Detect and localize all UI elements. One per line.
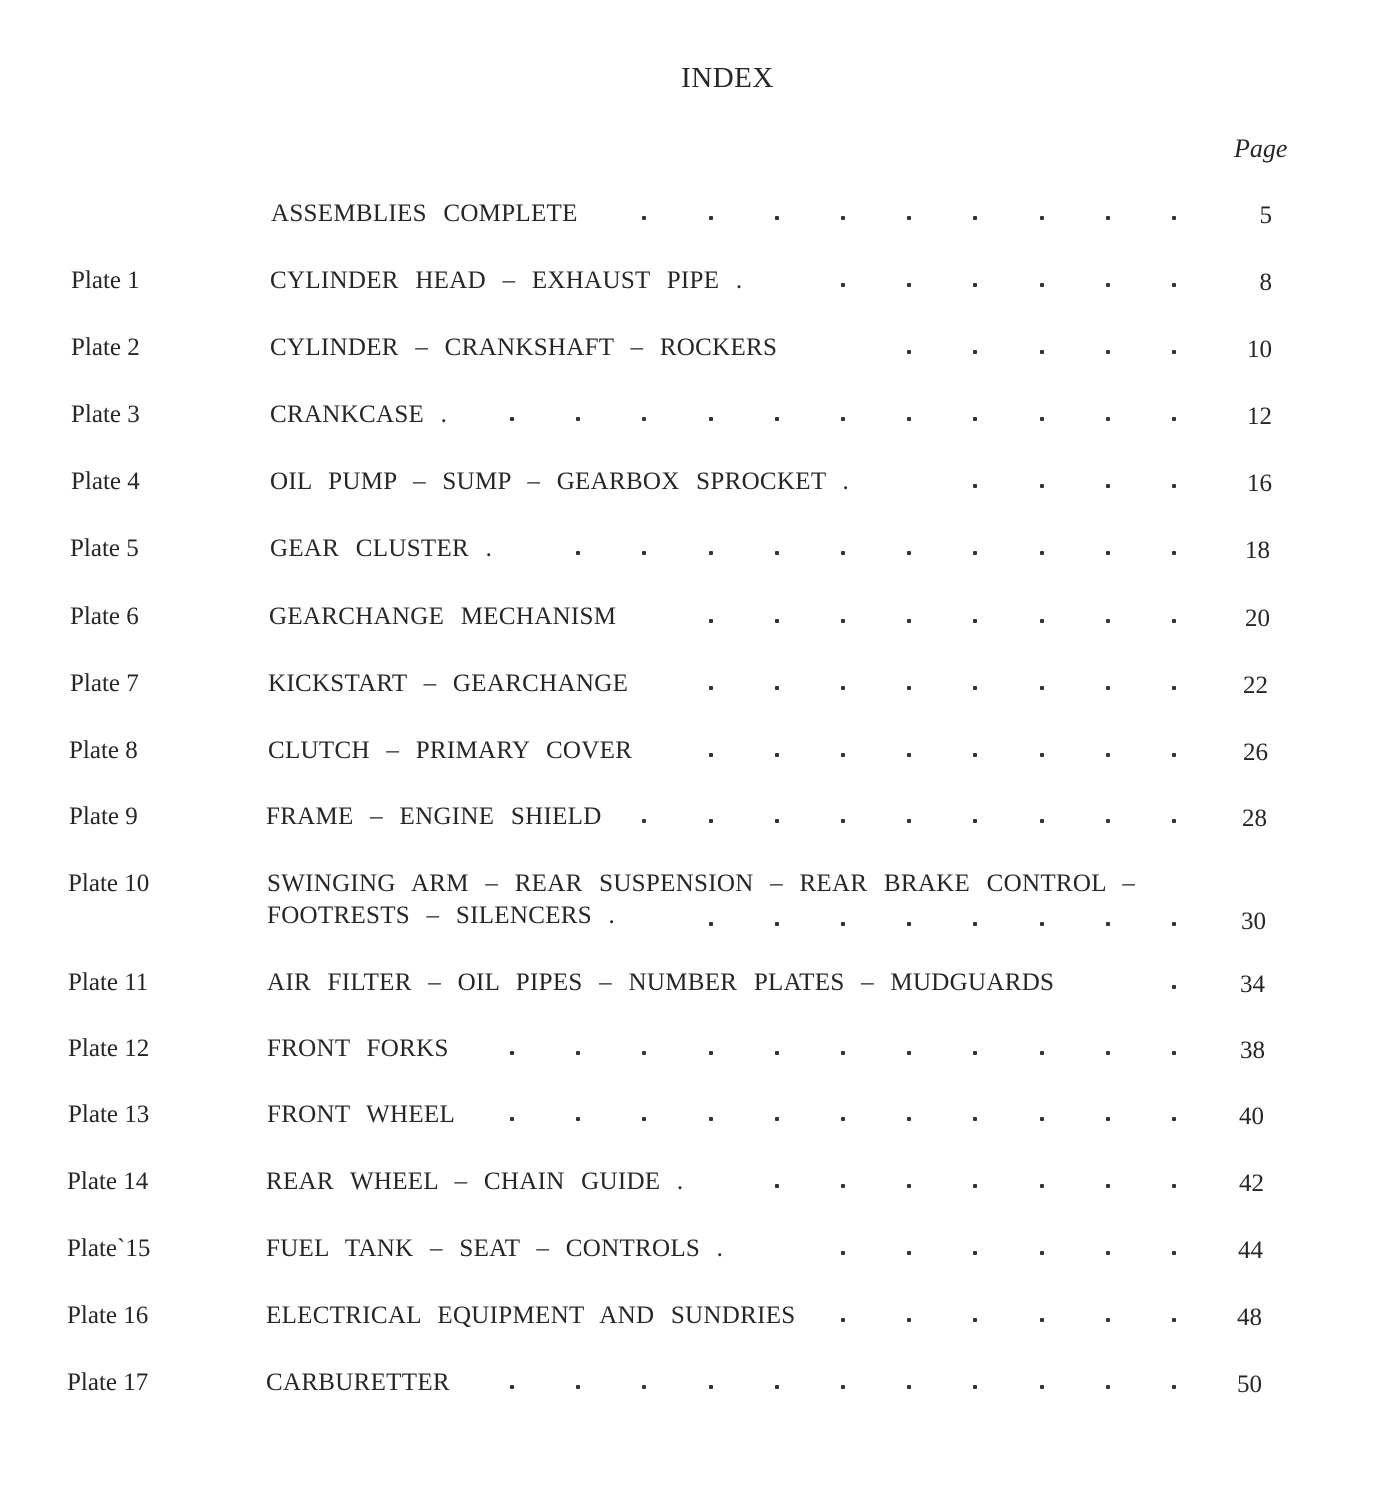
plate-label: Plate 12 xyxy=(68,1035,150,1062)
leader-dot xyxy=(775,1385,779,1389)
dot-leader xyxy=(0,922,1397,932)
index-entry[interactable] xyxy=(0,603,1397,643)
leader-dot xyxy=(1106,484,1110,488)
leader-dot xyxy=(1040,283,1044,287)
dot-leader xyxy=(0,1318,1397,1328)
leader-dot xyxy=(1172,551,1176,555)
leader-dot xyxy=(642,1117,646,1121)
index-entry[interactable] xyxy=(0,334,1397,374)
leader-dot xyxy=(642,1051,646,1055)
leader-dot xyxy=(510,1051,514,1055)
index-entry[interactable] xyxy=(0,267,1397,307)
dot-leader xyxy=(0,753,1397,763)
leader-dot xyxy=(709,686,713,690)
dot-leader xyxy=(0,1385,1397,1395)
dot-leader xyxy=(0,551,1397,561)
leader-dot xyxy=(709,1385,713,1389)
leader-dot xyxy=(576,1385,580,1389)
plate-label: Plate 7 xyxy=(70,670,139,697)
entry-title-continued: FOOTRESTS – SILENCERS . xyxy=(267,902,616,929)
leader-dot xyxy=(973,417,977,421)
leader-dot xyxy=(973,1184,977,1188)
entry-title: GEAR CLUSTER . xyxy=(270,535,493,562)
leader-dot xyxy=(973,819,977,823)
leader-dot xyxy=(1106,753,1110,757)
leader-dot xyxy=(709,922,713,926)
page-title: INDEX xyxy=(681,62,774,94)
leader-dot xyxy=(973,484,977,488)
plate-label: Plate 14 xyxy=(67,1168,149,1195)
leader-dot xyxy=(1106,350,1110,354)
leader-dot xyxy=(709,753,713,757)
leader-dot xyxy=(907,619,911,623)
leader-dot xyxy=(1106,1318,1110,1322)
plate-label: Plate 16 xyxy=(67,1302,149,1329)
leader-dot xyxy=(1040,922,1044,926)
leader-dot xyxy=(907,1318,911,1322)
leader-dot xyxy=(1040,1385,1044,1389)
leader-dot xyxy=(1172,350,1176,354)
dot-leader xyxy=(0,686,1397,696)
index-entry[interactable] xyxy=(0,737,1397,777)
leader-dot xyxy=(841,283,845,287)
leader-dot xyxy=(1040,819,1044,823)
dot-leader xyxy=(0,1117,1397,1127)
leader-dot xyxy=(907,216,911,220)
leader-dot xyxy=(709,1051,713,1055)
leader-dot xyxy=(973,753,977,757)
page-number: 22 xyxy=(1243,672,1268,699)
page-column-header: Page xyxy=(1234,134,1288,163)
page-number: 42 xyxy=(1239,1170,1264,1197)
leader-dot xyxy=(709,216,713,220)
leader-dot xyxy=(1172,922,1176,926)
dot-leader xyxy=(0,216,1397,226)
entry-title: AIR FILTER – OIL PIPES – NUMBER PLATES – MUDGUARDS xyxy=(267,969,1055,996)
leader-dot xyxy=(907,417,911,421)
plate-label: Plate 4 xyxy=(71,468,140,495)
leader-dot xyxy=(642,417,646,421)
leader-dot xyxy=(1172,753,1176,757)
entry-title: ELECTRICAL EQUIPMENT AND SUNDRIES xyxy=(266,1302,796,1329)
index-entry[interactable] xyxy=(0,1302,1397,1342)
page-number: 28 xyxy=(1242,805,1267,832)
index-entry[interactable] xyxy=(0,1168,1397,1208)
leader-dot xyxy=(775,216,779,220)
page-number: 38 xyxy=(1240,1037,1265,1064)
leader-dot xyxy=(510,417,514,421)
entry-title: FUEL TANK – SEAT – CONTROLS . xyxy=(266,1235,724,1262)
leader-dot xyxy=(907,1117,911,1121)
plate-label: Plate 6 xyxy=(70,603,139,630)
page-number: 8 xyxy=(1259,269,1272,296)
page-number: 10 xyxy=(1247,336,1272,363)
leader-dot xyxy=(841,1251,845,1255)
leader-dot xyxy=(973,1251,977,1255)
leader-dot xyxy=(709,551,713,555)
leader-dot xyxy=(775,1051,779,1055)
entry-title: OIL PUMP – SUMP – GEARBOX SPROCKET . xyxy=(270,468,850,495)
leader-dot xyxy=(1106,686,1110,690)
page-number: 30 xyxy=(1241,908,1266,935)
leader-dot xyxy=(907,283,911,287)
leader-dot xyxy=(576,1051,580,1055)
page-number: 40 xyxy=(1239,1103,1264,1130)
leader-dot xyxy=(973,619,977,623)
leader-dot xyxy=(841,753,845,757)
leader-dot xyxy=(1040,484,1044,488)
page-number: 16 xyxy=(1247,470,1272,497)
dot-leader xyxy=(0,484,1397,494)
leader-dot xyxy=(1172,619,1176,623)
index-entry[interactable] xyxy=(0,1369,1397,1409)
leader-dot xyxy=(1106,619,1110,623)
index-entry[interactable] xyxy=(0,1035,1397,1075)
leader-dot xyxy=(1040,1184,1044,1188)
index-entry[interactable] xyxy=(0,535,1397,575)
dot-leader xyxy=(0,1051,1397,1061)
dot-leader xyxy=(0,985,1397,995)
plate-label: Plate 10 xyxy=(68,870,150,897)
page-number: 50 xyxy=(1237,1371,1262,1398)
page-number: 48 xyxy=(1237,1304,1262,1331)
leader-dot xyxy=(907,922,911,926)
leader-dot xyxy=(642,819,646,823)
plate-label: Plate 5 xyxy=(70,535,139,562)
leader-dot xyxy=(642,551,646,555)
leader-dot xyxy=(1040,551,1044,555)
leader-dot xyxy=(775,686,779,690)
plate-label: Plate 11 xyxy=(68,969,149,996)
leader-dot xyxy=(907,686,911,690)
leader-dot xyxy=(841,819,845,823)
plate-label: Plate 2 xyxy=(71,334,140,361)
leader-dot xyxy=(1040,216,1044,220)
entry-title: GEARCHANGE MECHANISM xyxy=(269,603,617,630)
index-entry[interactable] xyxy=(0,1235,1397,1275)
leader-dot xyxy=(775,753,779,757)
leader-dot xyxy=(1172,1051,1176,1055)
index-entry[interactable] xyxy=(0,200,1397,240)
leader-dot xyxy=(1172,1184,1176,1188)
leader-dot xyxy=(973,283,977,287)
leader-dot xyxy=(642,1385,646,1389)
leader-dot xyxy=(642,216,646,220)
dot-leader xyxy=(0,283,1397,293)
leader-dot xyxy=(907,350,911,354)
leader-dot xyxy=(1106,819,1110,823)
plate-label: Plate 8 xyxy=(69,737,138,764)
leader-dot xyxy=(907,1184,911,1188)
dot-leader xyxy=(0,417,1397,427)
leader-dot xyxy=(907,819,911,823)
index-entry[interactable] xyxy=(0,468,1397,508)
leader-dot xyxy=(1106,1385,1110,1389)
page-number: 34 xyxy=(1240,971,1265,998)
entry-title: FRONT FORKS xyxy=(267,1035,449,1062)
page-number: 18 xyxy=(1245,537,1270,564)
leader-dot xyxy=(1172,1318,1176,1322)
leader-dot xyxy=(1040,350,1044,354)
plate-label: Plate 1 xyxy=(71,267,140,294)
page-number: 12 xyxy=(1247,403,1272,430)
entry-title: CRANKCASE . xyxy=(270,401,448,428)
leader-dot xyxy=(1106,1184,1110,1188)
leader-dot xyxy=(1172,417,1176,421)
entry-title: FRAME – ENGINE SHIELD xyxy=(266,803,602,830)
leader-dot xyxy=(775,417,779,421)
leader-dot xyxy=(1040,417,1044,421)
leader-dot xyxy=(973,686,977,690)
leader-dot xyxy=(1040,1318,1044,1322)
leader-dot xyxy=(841,1051,845,1055)
leader-dot xyxy=(510,1385,514,1389)
leader-dot xyxy=(1172,1385,1176,1389)
leader-dot xyxy=(1040,1117,1044,1121)
leader-dot xyxy=(841,551,845,555)
plate-label: Plate 13 xyxy=(68,1101,150,1128)
plate-label: Plate 17 xyxy=(67,1369,149,1396)
plate-label: Plate 9 xyxy=(69,803,138,830)
leader-dot xyxy=(1040,1251,1044,1255)
leader-dot xyxy=(576,551,580,555)
entry-title: ASSEMBLIES COMPLETE xyxy=(271,200,578,227)
dot-leader xyxy=(0,619,1397,629)
leader-dot xyxy=(1106,922,1110,926)
leader-dot xyxy=(841,417,845,421)
leader-dot xyxy=(841,922,845,926)
leader-dot xyxy=(973,1385,977,1389)
dot-leader xyxy=(0,1251,1397,1261)
leader-dot xyxy=(907,551,911,555)
index-entry[interactable] xyxy=(0,1101,1397,1141)
leader-dot xyxy=(907,1385,911,1389)
leader-dot xyxy=(576,1117,580,1121)
leader-dot xyxy=(1106,1051,1110,1055)
leader-dot xyxy=(775,1184,779,1188)
leader-dot xyxy=(973,1051,977,1055)
leader-dot xyxy=(709,819,713,823)
leader-dot xyxy=(1040,686,1044,690)
leader-dot xyxy=(1172,484,1176,488)
leader-dot xyxy=(576,417,580,421)
entry-title: KICKSTART – GEARCHANGE xyxy=(268,670,629,697)
leader-dot xyxy=(1172,819,1176,823)
leader-dot xyxy=(1106,1117,1110,1121)
leader-dot xyxy=(709,619,713,623)
leader-dot xyxy=(709,417,713,421)
leader-dot xyxy=(775,1117,779,1121)
leader-dot xyxy=(1106,283,1110,287)
page-number: 5 xyxy=(1259,202,1272,229)
entry-title: CARBURETTER xyxy=(266,1369,450,1396)
leader-dot xyxy=(1106,417,1110,421)
entry-title: SWINGING ARM – REAR SUSPENSION – REAR BRAKE CONTROL – xyxy=(267,870,1136,897)
leader-dot xyxy=(841,1385,845,1389)
dot-leader xyxy=(0,819,1397,829)
leader-dot xyxy=(841,216,845,220)
leader-dot xyxy=(1172,1117,1176,1121)
index-entry[interactable] xyxy=(0,401,1397,441)
leader-dot xyxy=(973,216,977,220)
entry-title: CYLINDER HEAD – EXHAUST PIPE . xyxy=(270,267,743,294)
leader-dot xyxy=(907,1251,911,1255)
dot-leader xyxy=(0,350,1397,360)
leader-dot xyxy=(1106,1251,1110,1255)
leader-dot xyxy=(1172,283,1176,287)
leader-dot xyxy=(1040,1051,1044,1055)
leader-dot xyxy=(1040,753,1044,757)
entry-title: CLUTCH – PRIMARY COVER xyxy=(268,737,633,764)
leader-dot xyxy=(775,922,779,926)
leader-dot xyxy=(973,1318,977,1322)
leader-dot xyxy=(510,1117,514,1121)
leader-dot xyxy=(1172,686,1176,690)
leader-dot xyxy=(841,686,845,690)
leader-dot xyxy=(775,619,779,623)
entry-title: FRONT WHEEL xyxy=(267,1101,456,1128)
leader-dot xyxy=(841,619,845,623)
plate-label: Plate`15 xyxy=(67,1235,151,1262)
leader-dot xyxy=(841,1184,845,1188)
index-entry[interactable] xyxy=(0,969,1397,1009)
leader-dot xyxy=(1172,985,1176,989)
page-number: 20 xyxy=(1245,605,1270,632)
entry-title: REAR WHEEL – CHAIN GUIDE . xyxy=(266,1168,684,1195)
page-number: 44 xyxy=(1238,1237,1263,1264)
leader-dot xyxy=(775,819,779,823)
leader-dot xyxy=(841,1117,845,1121)
entry-title: CYLINDER – CRANKSHAFT – ROCKERS xyxy=(270,334,778,361)
plate-label: Plate 3 xyxy=(71,401,140,428)
dot-leader xyxy=(0,1184,1397,1194)
leader-dot xyxy=(907,1051,911,1055)
leader-dot xyxy=(775,551,779,555)
leader-dot xyxy=(1172,1251,1176,1255)
leader-dot xyxy=(973,551,977,555)
leader-dot xyxy=(973,922,977,926)
leader-dot xyxy=(973,1117,977,1121)
leader-dot xyxy=(709,1117,713,1121)
leader-dot xyxy=(1106,216,1110,220)
leader-dot xyxy=(1172,216,1176,220)
page-number: 26 xyxy=(1243,739,1268,766)
leader-dot xyxy=(841,1318,845,1322)
index-entry[interactable] xyxy=(0,803,1397,843)
leader-dot xyxy=(1106,551,1110,555)
index-entry[interactable] xyxy=(0,870,1397,950)
leader-dot xyxy=(907,753,911,757)
index-entry[interactable] xyxy=(0,670,1397,710)
leader-dot xyxy=(973,350,977,354)
leader-dot xyxy=(1040,619,1044,623)
